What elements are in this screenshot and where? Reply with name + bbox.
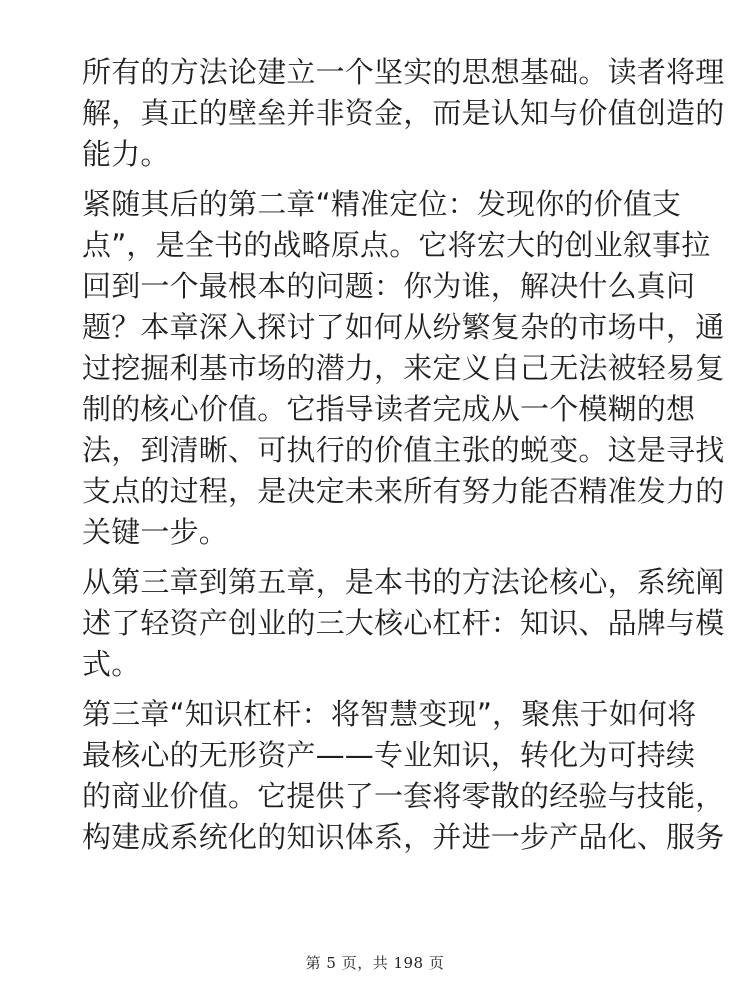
text-line: 构建成系统化的知识体系，并进一步产品化、服务 bbox=[82, 820, 725, 854]
text-line: 支点的过程，是决定未来所有努力能否精准发力的 bbox=[82, 474, 725, 508]
text-line: 法，到清晰、可执行的价值主张的蜕变。这是寻找 bbox=[82, 433, 725, 467]
text-line: 第三章“知识杠杆：将智慧变现”，聚焦于如何将 bbox=[82, 697, 697, 731]
page-number-footer: 第 5 页，共 198 页 bbox=[305, 954, 445, 972]
text-line: 关键一步。 bbox=[82, 515, 229, 549]
text-line: 解，真正的壁垒并非资金，而是认知与价值创造的 bbox=[82, 96, 725, 130]
paragraph-1 bbox=[82, 52, 725, 175]
text-line: 题？本章深入探讨了如何从纷繁复杂的市场中，通 bbox=[82, 310, 725, 344]
text-line: 的商业价值。它提供了一套将零散的经验与技能， bbox=[82, 779, 725, 813]
paragraph-4 bbox=[82, 694, 725, 858]
text-line: 点”，是全书的战略原点。它将宏大的创业叙事拉 bbox=[82, 228, 711, 262]
document-body bbox=[82, 52, 725, 867]
text-line: 述了轻资产创业的三大核心杠杆：知识、品牌与模 bbox=[82, 606, 725, 640]
paragraph-2 bbox=[82, 184, 725, 553]
paragraph-3 bbox=[82, 562, 725, 685]
text-line: 制的核心价值。它指导读者完成从一个模糊的想 bbox=[82, 392, 696, 426]
text-line: 所有的方法论建立一个坚实的思想基础。读者将理 bbox=[82, 55, 725, 89]
text-line: 式。 bbox=[82, 647, 141, 681]
text-line: 过挖掘利基市场的潜力，来定义自己无法被轻易复 bbox=[82, 351, 725, 385]
text-line: 能力。 bbox=[82, 137, 170, 171]
text-line: 最核心的无形资产——专业知识，转化为可持续 bbox=[82, 738, 696, 772]
text-line: 回到一个最根本的问题：你为谁，解决什么真问 bbox=[82, 269, 696, 303]
text-line: 紧随其后的第二章“精准定位：发现你的价值支 bbox=[82, 187, 682, 221]
text-line: 从第三章到第五章，是本书的方法论核心，系统阐 bbox=[82, 565, 725, 599]
